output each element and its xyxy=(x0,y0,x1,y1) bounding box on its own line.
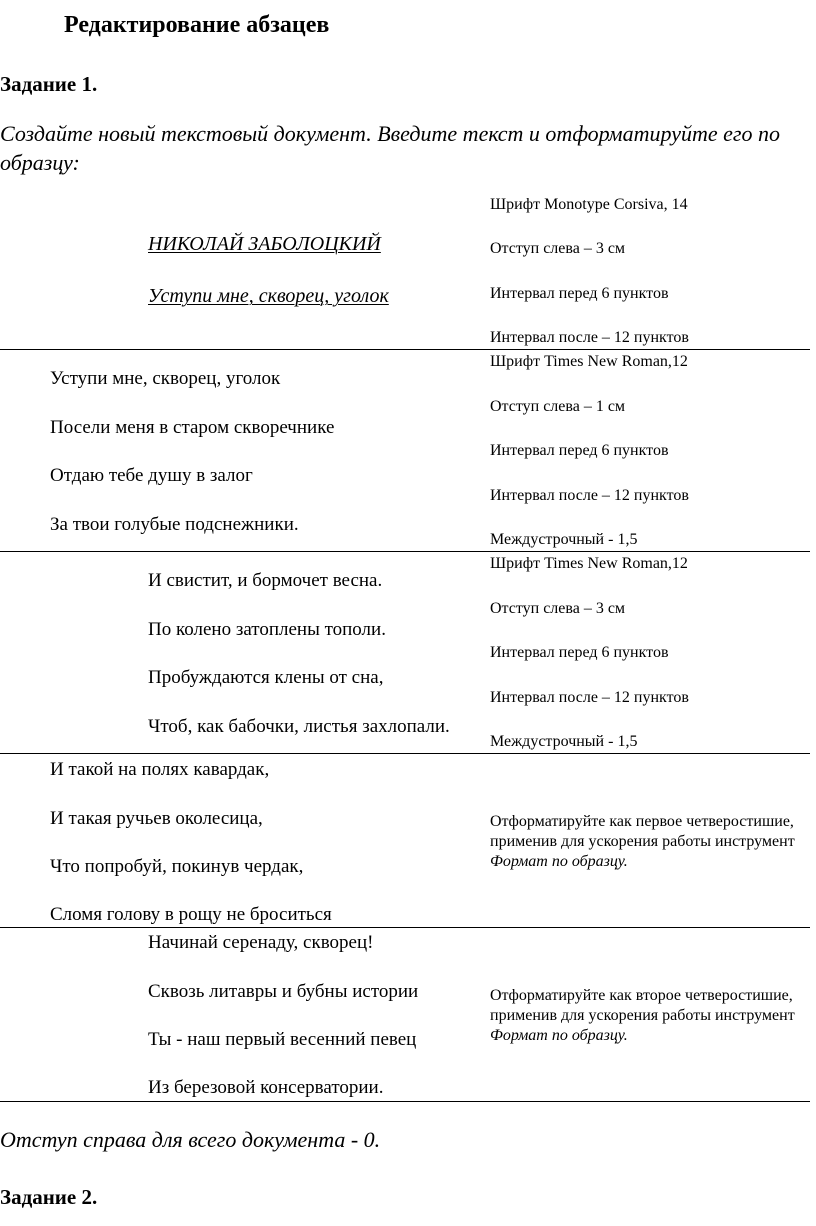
poem-line: За твои голубые подснежники. xyxy=(50,514,299,535)
format-painter-tool-name: Формат по образцу. xyxy=(490,853,628,870)
format-note: Шрифт Times New Roman,12 xyxy=(490,353,688,370)
task-instructions: Создайте новый текстовый документ. Введите текст и отформатируйте его по образцу: xyxy=(0,121,780,175)
format-note: Отступ слева – 3 см xyxy=(490,240,626,257)
poem-line: Отдаю тебе душу в залог xyxy=(50,465,253,486)
section-divider xyxy=(0,349,810,350)
poem-line: Уступи мне, скворец, уголок xyxy=(50,368,281,389)
format-note: Отступ слева – 1 см xyxy=(490,398,626,415)
format-note: Интервал после – 12 пунктов xyxy=(490,689,689,706)
format-note: Интервал перед 6 пунктов xyxy=(490,442,669,459)
format-note: Интервал после – 12 пунктов xyxy=(490,487,689,504)
poem-line: Что попробуй, покинув чердак, xyxy=(50,856,304,877)
poem-line: Из березовой консерватории. xyxy=(148,1077,384,1098)
format-note: Междустрочный - 1,5 xyxy=(490,531,638,548)
poem-line: По колено затоплены тополи. xyxy=(148,619,386,640)
format-instruction xyxy=(490,986,810,1046)
format-instruction-text: Отформатируйте как второе четверостишие, применив для ускорения работы инструмент xyxy=(490,987,795,1024)
poem-line: Чтоб, как бабочки, листья захлопали. xyxy=(148,716,450,737)
poem-line: Посели меня в старом скворечнике xyxy=(50,417,335,438)
poem-line: Ты - наш первый весенний певец xyxy=(148,1029,417,1050)
poem-author: НИКОЛАЙ ЗАБОЛОЦКИЙ xyxy=(148,233,381,255)
right-indent-instruction: Отступ справа для всего документа - 0. xyxy=(0,1127,381,1152)
format-note: Шрифт Monotype Corsiva, 14 xyxy=(490,196,688,213)
poem-line: И такая ручьев околесица, xyxy=(50,808,263,829)
format-note: Интервал перед 6 пунктов xyxy=(490,644,669,661)
section-divider xyxy=(0,1101,810,1102)
section-divider xyxy=(0,753,810,754)
poem-line: И свистит, и бормочет весна. xyxy=(148,570,383,591)
section-divider xyxy=(0,551,810,552)
page-title: Редактирование абзацев xyxy=(64,12,330,38)
format-note: Отступ слева – 3 см xyxy=(490,600,626,617)
task-2-heading: Задание 2. xyxy=(0,1185,98,1209)
format-note: Междустрочный - 1,5 xyxy=(490,733,638,750)
task-1-heading: Задание 1. xyxy=(0,72,98,96)
poem-line: И такой на полях кавардак, xyxy=(50,759,270,780)
poem-line: Начинай серенаду, скворец! xyxy=(148,932,374,953)
format-note: Интервал после – 12 пунктов xyxy=(490,329,689,346)
section-divider xyxy=(0,927,810,928)
poem-line: Сквозь литавры и бубны истории xyxy=(148,981,419,1002)
format-note: Интервал перед 6 пунктов xyxy=(490,285,669,302)
poem-line: Пробуждаются клены от сна, xyxy=(148,667,384,688)
format-instruction xyxy=(490,812,810,872)
format-note: Шрифт Times New Roman,12 xyxy=(490,555,688,572)
poem-line: Сломя голову в рощу не броситься xyxy=(50,904,332,925)
format-painter-tool-name: Формат по образцу. xyxy=(490,1027,628,1044)
format-instruction-text: Отформатируйте как первое четверостишие, применив для ускорения работы инструмент xyxy=(490,813,795,850)
poem-title-line: Уступи мне, скворец, уголок xyxy=(148,285,389,307)
